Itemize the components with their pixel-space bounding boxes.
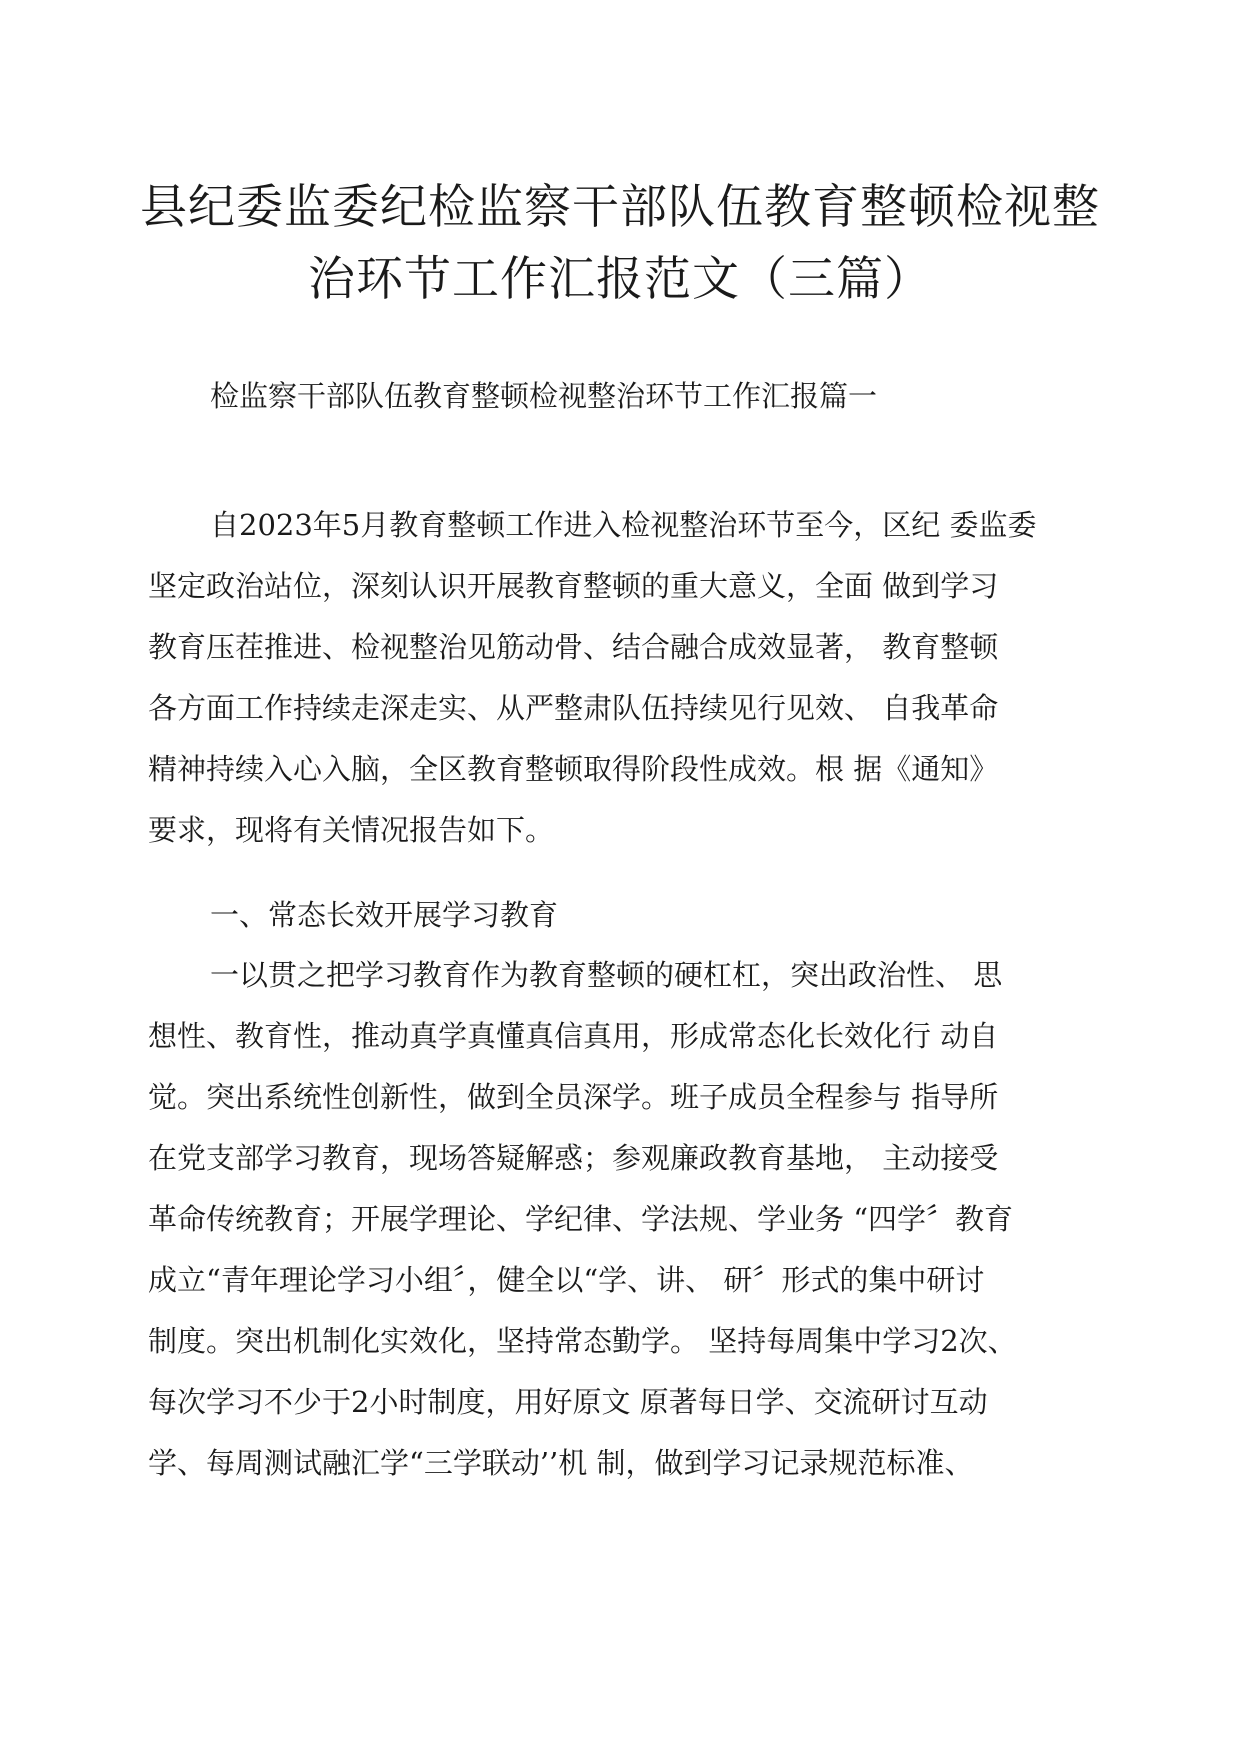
text-line: 在党支部学习教育，现场答疑解惑；参观廉政教育基地， 主动接受 bbox=[148, 1141, 999, 1175]
text-line: 一以贯之把学习教育作为教育整顿的硬杠杠，突出政治性、 思 bbox=[210, 958, 1003, 992]
heading-text: 一、常态长效开展学习教育 bbox=[210, 898, 559, 932]
title-line: 治环节工作汇报范文（三篇） bbox=[308, 252, 932, 307]
text-line: 成立“青年理论学习小组〞，健全以“学、讲、 研〞形式的集中研讨 bbox=[148, 1263, 985, 1297]
paragraph-study bbox=[148, 945, 1098, 1494]
title-line: 县纪委监委纪检监察干部队伍教育整顿检视整 bbox=[140, 180, 1100, 235]
text-line: 坚定政治站位，深刻认识开展教育整顿的重大意义，全面 做到学习 bbox=[148, 569, 999, 603]
section-heading bbox=[148, 885, 1098, 946]
text-line: 每次学习不少于2小时制度，用好原文 原著每日学、交流研讨互动 bbox=[148, 1385, 988, 1419]
text-line: 革命传统教育；开展学理论、学纪律、学法规、学业务 “四学〞教育 bbox=[148, 1202, 1014, 1236]
text-line: 各方面工作持续走深走实、从严整肃队伍持续见行见效、 自我革命 bbox=[148, 691, 999, 725]
text-line: 觉。突出系统性创新性，做到全员深学。班子成员全程参与 指导所 bbox=[148, 1080, 999, 1114]
text-line: 自2023年5月教育整顿工作进入检视整治环节至今，区纪 委监委 bbox=[210, 508, 1037, 542]
document-title bbox=[100, 172, 1140, 316]
text-line: 精神持续入心入脑，全区教育整顿取得阶段性成效。根 据《通知》 bbox=[148, 752, 999, 786]
text-line: 学、每周测试融汇学“三学联动’’机 制，做到学习记录规范标准、 bbox=[148, 1446, 974, 1480]
text-line: 要求，现将有关情况报告如下。 bbox=[148, 813, 555, 847]
text-line: 想性、教育性，推动真学真懂真信真用，形成常态化长效化行 动自 bbox=[148, 1019, 999, 1053]
paragraph-intro bbox=[148, 495, 1098, 861]
text-line: 制度。突出机制化实效化，坚持常态勤学。 坚持每周集中学习2次、 bbox=[148, 1324, 1017, 1358]
section-subtitle: 检监察干部队伍教育整顿检视整治环节工作汇报篇一 bbox=[210, 379, 878, 413]
text-line: 教育压茬推进、检视整治见筋动骨、结合融合成效显著， 教育整顿 bbox=[148, 630, 999, 664]
